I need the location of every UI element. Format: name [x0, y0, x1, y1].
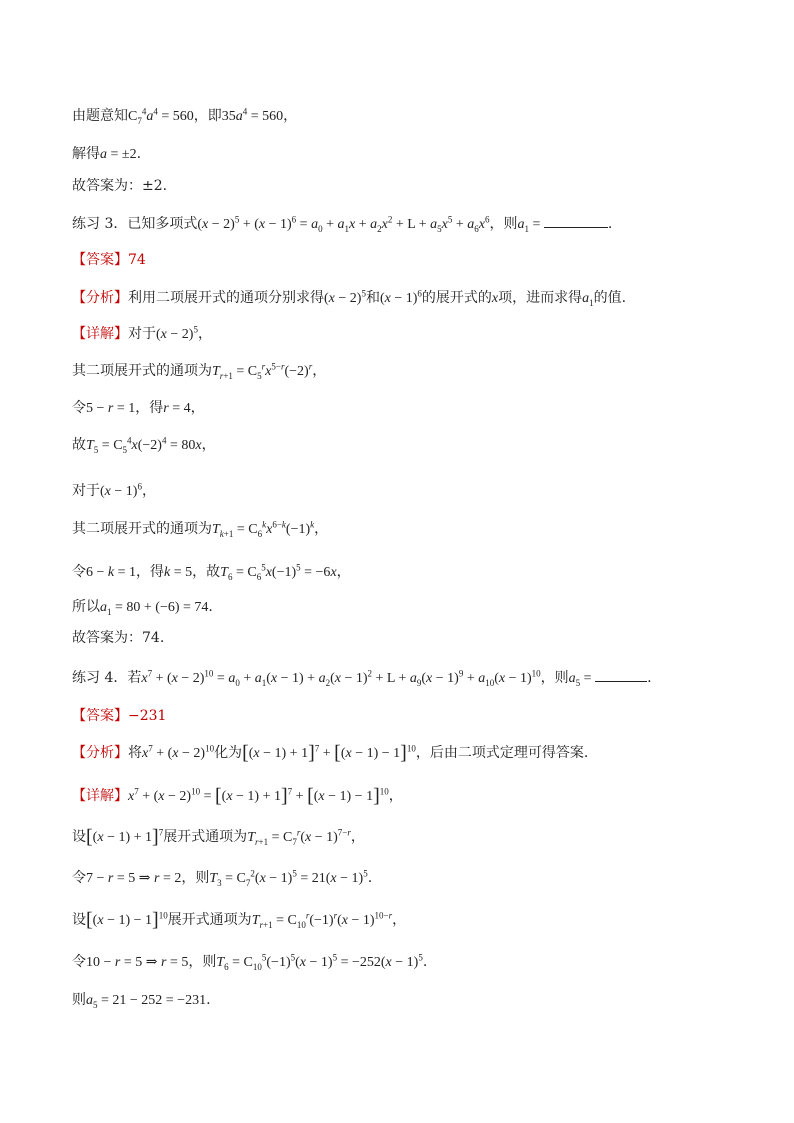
- line-14: 所以$a_1 = 80 + (-6) = 74$.: [72, 599, 213, 617]
- math: $T_{r+1} = C_{10}^r(-1)^r(x - 1)^{10-r}$: [251, 910, 393, 930]
- line-24: 则$a_5 = 21 - 252 = -231$.: [72, 992, 211, 1010]
- math: $[(x - 1) - 1]^{10}$: [86, 909, 168, 931]
- line-15: 故答案为：74.: [72, 630, 165, 646]
- answer-blank: [595, 681, 647, 682]
- math: x: [491, 291, 499, 306]
- line-13: 令6 − k = 1，得k = 5，故$T_6 = C_6^5x(-1)^5 = -6x$，: [72, 562, 351, 582]
- answer-blank: [544, 227, 608, 228]
- detail-line: 【详解】对于$(x - 2)^5$，: [72, 324, 212, 342]
- line-22: 设$[(x - 1) - 1]^{10}$展开式通项为$T_{r+1} = C_{10}^r(-1)^r(x - 1)^{10-r}$，: [72, 909, 407, 931]
- answer-line: 【答案】−231: [72, 708, 167, 724]
- detail-line: 【详解】$x^7 + (x - 2)^{10} = [(x - 1) + 1]^7 + [(x - 1) - 1]^{10}$，: [72, 785, 403, 807]
- math: $T_{r+1} = C_5^rx^{5-r}(-2)^r$: [212, 361, 313, 381]
- math: $x^7 + (x - 2)^{10} = [(x - 1) + 1]^7 + [(x - 1) - 1]^{10}$: [128, 785, 389, 807]
- math: $T_5 = C_5^4x(-2)^4 = 80x$: [86, 435, 202, 455]
- math: $T_6 = C_6^5x(-1)^5 = -6x$: [220, 562, 337, 582]
- math: $a_5$ =: [568, 671, 596, 688]
- line-11: 对于$(x - 1)^6$，: [72, 481, 156, 499]
- math: a = ±2: [100, 147, 137, 162]
- math: $T_3 = C_7^2(x - 1)^5 = 21(x - 1)^5$: [209, 868, 368, 888]
- math: $[(x - 1) + 1]^7$: [86, 826, 164, 848]
- exercise-4-question: 练习 4．若$x^7 + (x - 2)^{10} = a_0 + a_1(x - 1) + a_2(x - 1)^2 + L + a_9(x - 1)^9 + a_{10}(x - 1)^{10}$，则$a_5$ = .: [72, 668, 652, 688]
- line-8: 其二项展开式的通项为$T_{r+1} = C_5^rx^{5-r}(-2)^r$，: [72, 361, 327, 381]
- math: 10 − r = 5 ⇒ r = 5: [86, 955, 189, 970]
- math: $C_7^4a^4 = 560$: [128, 106, 194, 126]
- math: $(x - 2)^5 + (x - 1)^6 = a_0 + a_1x + a_2x^2 + L + a_5x^5 + a_6x^6$: [197, 214, 490, 234]
- math: $(x - 1)^6$: [379, 288, 422, 306]
- math: k = 5: [164, 565, 193, 580]
- math: $(x - 2)^5$: [156, 324, 198, 342]
- math: $x^7 + (x - 2)^{10} = a_0 + a_1(x - 1) + a_2(x - 1)^2 + L + a_9(x - 1)^9 + a_{10}(x - 1)^{10}$: [141, 668, 541, 688]
- line-21: 令7 − r = 5 ⇒ r = 2，则$T_3 = C_7^2(x - 1)^5 = 21(x - 1)^5$.: [72, 868, 373, 888]
- math: 7 − r = 5 ⇒ r = 2: [86, 871, 182, 886]
- math: $(x - 1)^6$: [100, 481, 142, 499]
- math: $[(x - 1) + 1]^7 + [(x - 1) - 1]^{10}$: [242, 742, 416, 764]
- line-10: 故$T_5 = C_5^4x(-2)^4 = 80x$，: [72, 435, 216, 455]
- analysis-line: 【分析】将$x^7 + (x - 2)^{10}$化为$[(x - 1) + 1]^7 + [(x - 1) - 1]^{10}$，后由二项式定理可得答案.: [72, 742, 589, 764]
- math: $x^7 + (x - 2)^{10}$: [142, 743, 215, 761]
- math: 5 − r = 1: [86, 401, 136, 416]
- line-23: 令10 − r = 5 ⇒ r = 5，则$T_6 = C_{10}^5(-1)^5(x - 1)^5 = -252(x - 1)^5$.: [72, 952, 428, 972]
- math: $T_6 = C_{10}^5(-1)^5(x - 1)^5 = -252(x - 1)^5$: [216, 952, 423, 972]
- analysis-line: 【分析】利用二项展开式的通项分别求得$(x - 2)^5$和$(x - 1)^6$的展开式的x项，进而求得$a_1$的值.: [72, 288, 627, 308]
- line-2: 解得a = ±2.: [72, 146, 142, 162]
- exercise-3-question: 练习 3．已知多项式$(x - 2)^5 + (x - 1)^6 = a_0 + a_1x + a_2x^2 + L + a_5x^5 + a_6x^6$，则$a_1$ = .: [72, 214, 613, 234]
- math: $T_{k+1} = C_6^kx^{6-k}(-1)^k$: [212, 519, 315, 539]
- math: $a_1$: [582, 291, 594, 308]
- math: $(x - 2)^5$: [324, 288, 366, 306]
- line-1: 由题意知$C_7^4a^4 = 560$，即$35a^4 = 560$，: [72, 106, 298, 126]
- math: $T_{r+1} = C_7^r(x - 1)^{7-r}$: [247, 827, 351, 847]
- math: $35a^4 = 560$: [221, 106, 284, 124]
- answer-line: 【答案】74: [72, 252, 146, 268]
- line-9: 令5 − r = 1，得r = 4，: [72, 400, 205, 416]
- math: $a_5 = 21 - 252 = -231$: [86, 993, 207, 1010]
- line-3: 故答案为：±2.: [72, 178, 168, 194]
- line-12: 其二项展开式的通项为$T_{k+1} = C_6^kx^{6-k}(-1)^k$，: [72, 519, 329, 539]
- math: 6 − k = 1: [86, 565, 137, 580]
- line-20: 设$[(x - 1) + 1]^7$展开式通项为$T_{r+1} = C_7^r(x - 1)^{7-r}$，: [72, 826, 365, 848]
- math: r = 4: [163, 401, 191, 416]
- math: $a_1 = 80 + (-6) = 74$: [100, 600, 209, 617]
- math: $a_1$ =: [517, 217, 544, 234]
